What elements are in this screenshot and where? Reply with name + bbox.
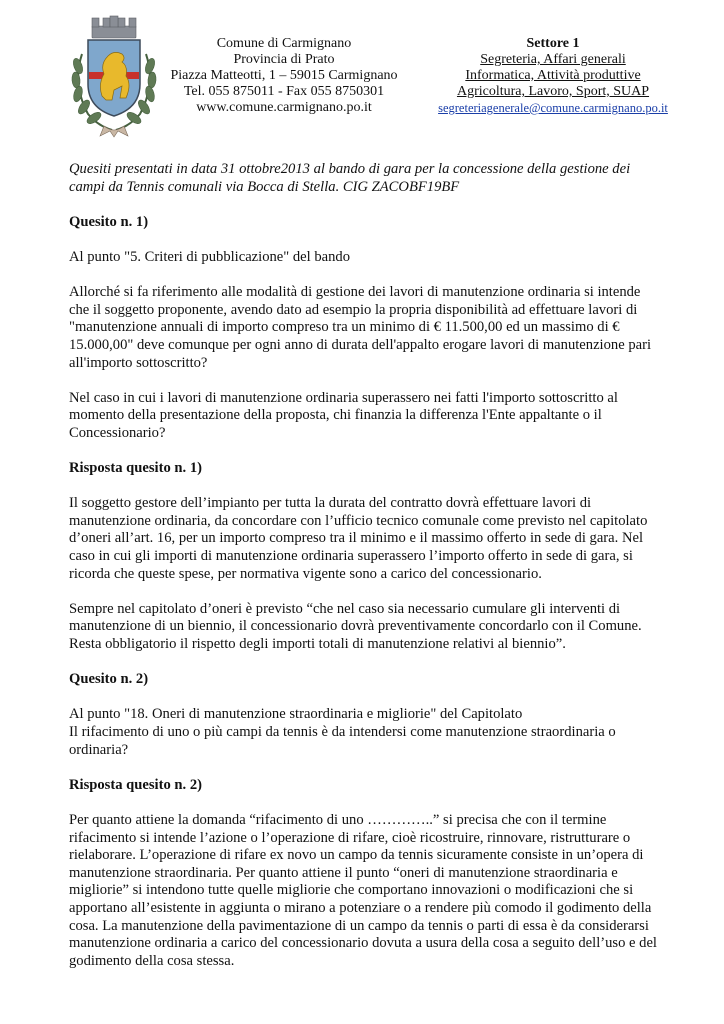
question-2-heading: Quesito n. 2) <box>69 671 149 688</box>
municipality-name: Comune di Carmignano <box>216 36 352 51</box>
department-line-3: Agricoltura, Lavoro, Sport, SUAP <box>456 84 650 99</box>
crown <box>92 16 136 38</box>
phone-fax: Tel. 055 875011 - Fax 055 8750301 <box>183 84 385 99</box>
question-2-line: Il rifacimento di uno o più campi da tennis è da intendersi come manutenzione straordinaria o ordinaria? <box>69 724 616 758</box>
question-2-text <box>69 706 659 759</box>
website: www.comune.carmignano.po.it <box>196 100 372 115</box>
answer-1-heading: Risposta quesito n. 1) <box>69 460 202 477</box>
question-2-line: Al punto "18. Oneri di manutenzione straordinaria e migliorie" del Capitolato <box>69 706 523 723</box>
answer-2-heading: Risposta quesito n. 2) <box>69 776 202 793</box>
answer-2-text: Per quanto attiene la domanda “rifacimento di uno …………..” si precisa che con il termine rifacimento si intende l’azione o l’operazione di rifare, cioè ricostruire, rinnovare, ristrutturare o rielaborare. L’operazione di rifare ex novo un campo da tennis sicuramente consiste in un’opera di manutenzione straordinaria. Per quanto attiene il punto “oneri di manutenzione straordinaria e migliorie” si intendono tutte quelle migliorie che comportano innovazioni o modificazioni che si apportano all’esistente in aggiunta o mirano a potenziare o a rendere più comodo il godimento della cosa. La manutenzione della pavimentazione di un campo da tennis o parti di essa è da considerarsi manutenzione ordinaria a carico del concessionario dovuta a usura della cosa a seguito dell’uso e del godimento della cosa stessa. <box>69 811 657 969</box>
province: Provincia di Prato <box>233 52 335 67</box>
document-body <box>69 161 659 988</box>
question-1-text: Al punto "5. Criteri di pubblicazione" del bando <box>69 248 351 265</box>
question-1-text: Nel caso in cui i lavori di manutenzione ordinaria superassero nei fatti l'importo sottoscritto al momento della presentazione della proposta, chi finanzia la differenza l'Ente appaltante o il Concessionario? <box>69 389 618 441</box>
municipality-header <box>160 36 408 116</box>
department-line-1: Segreteria, Affari generali <box>480 52 626 67</box>
address: Piazza Matteotti, 1 – 59015 Carmignano <box>170 68 398 83</box>
coat-of-arms-logo <box>68 14 160 138</box>
question-1-text: Allorché si fa riferimento alle modalità di gestione dei lavori di manutenzione ordinaria si intende che il soggetto proponente, avendo dato ad esempio la propria disponibilità ad effettuare lavori di "manutenzione annuali di importo compreso tra un minimo di € 11.500,00 ed un massimo di € 15.000,00" deve comunque per ogni anno di durata dell'appalto erogare lavori di manutenzione pari all'importo sottoscritto? <box>69 284 652 371</box>
email-link[interactable]: segreteriagenerale@comune.carmignano.po.it <box>438 101 668 115</box>
department-header <box>404 36 702 116</box>
answer-1-text: Il soggetto gestore dell’impianto per tutta la durata del contratto dovrà effettuare lavori di manutenzione ordinaria, da concordare con l’ufficio tecnico comunale come previsto nel capitolato d’oneri all’art. 16, per un importo compreso tra il minimo e il massimo offerto in sede di gara. Nel caso in cui gli importi di manutenzione ordinaria superassero l’importo offerto in sede di gara, si ricorda che queste spese, per normativa vigente sono a carico del concessionario. <box>69 495 648 582</box>
ribbon <box>100 126 128 137</box>
department-title: Settore 1 <box>526 36 580 51</box>
department-line-2: Informatica, Attività produttive <box>465 68 641 83</box>
intro-paragraph: Quesiti presentati in data 31 ottobre2013 al bando di gara per la concessione della gestione dei campi da Tennis comunali via Bocca di Stella. CIG ZACOBF19BF <box>69 161 631 195</box>
answer-1-text: Sempre nel capitolato d’oneri è previsto “che nel caso sia necessario cumulare gli interventi di manutenzione di un biennio, il concessionario dovrà preventivamente concordarlo con il Comune. Resta obbligatorio il rispetto degli importi totali di manutenzione relativi al biennio”. <box>69 600 642 653</box>
question-1-heading: Quesito n. 1) <box>69 213 149 230</box>
